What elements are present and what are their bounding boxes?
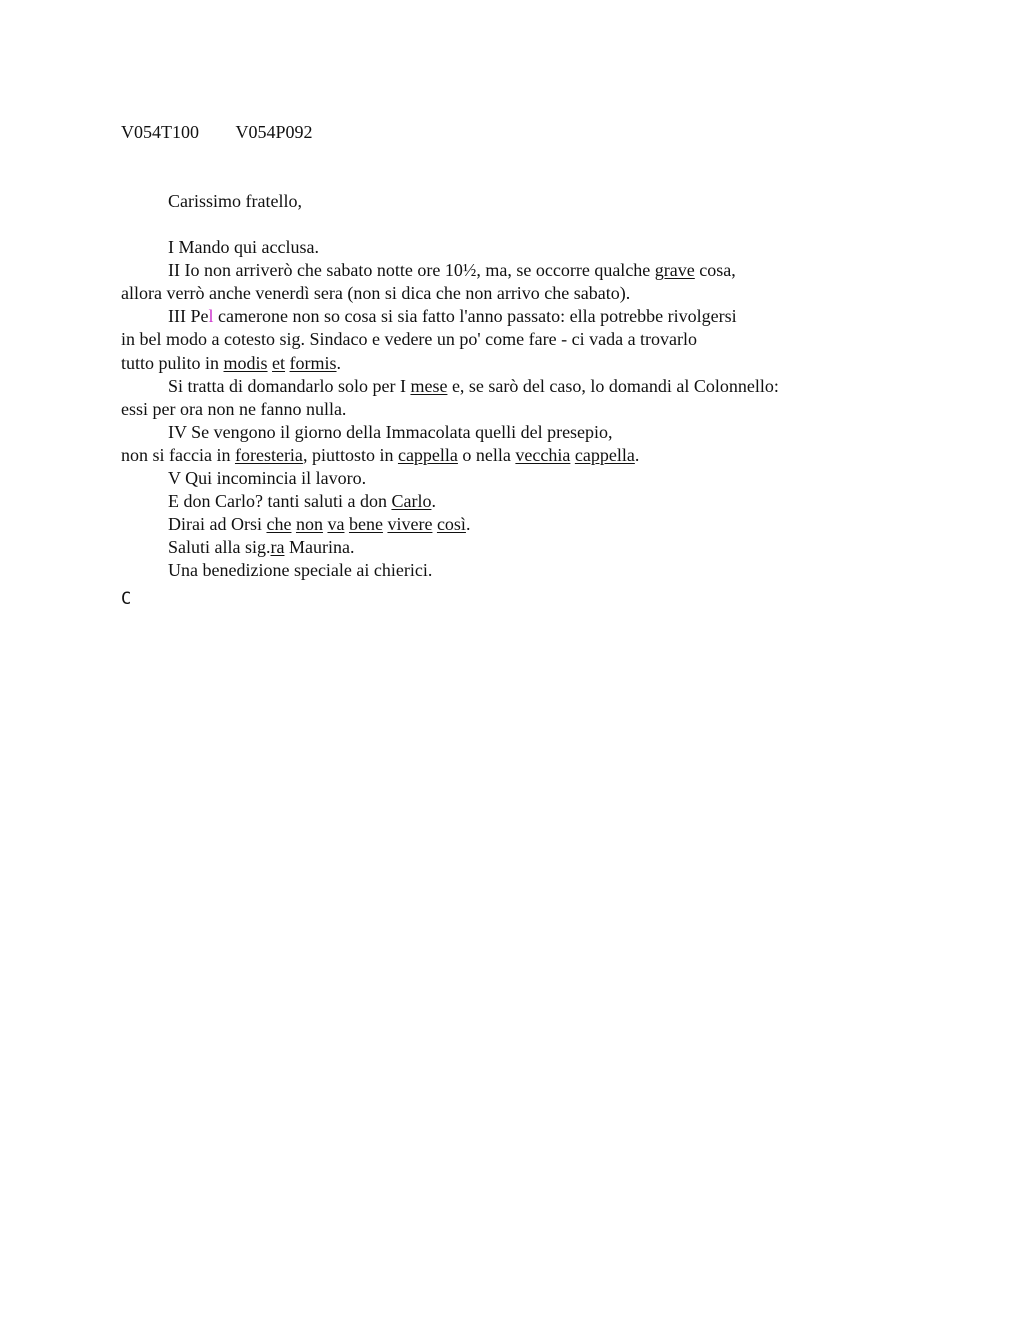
line-text: II Io non arriverò che sabato notte ore 10½, ma, se occorre qualche bbox=[168, 260, 655, 281]
highlighted-letter: l bbox=[208, 306, 214, 327]
line-text: Saluti alla sig. bbox=[168, 537, 271, 558]
volume-code: V054T100 bbox=[121, 122, 199, 142]
line-text: . bbox=[431, 491, 436, 512]
closing-mark: C bbox=[121, 589, 132, 609]
underlined-word: che bbox=[266, 514, 292, 535]
underlined-word: Carlo bbox=[391, 491, 432, 512]
letter-line bbox=[168, 375, 779, 398]
line-text: E don Carlo? tanti saluti a don bbox=[168, 491, 392, 512]
page-code: V054P092 bbox=[235, 122, 313, 142]
underlined-word: non bbox=[295, 514, 323, 535]
letter-line bbox=[168, 421, 613, 444]
line-text: Una benedizione speciale ai chierici. bbox=[168, 560, 433, 581]
underlined-word: formis bbox=[289, 352, 337, 373]
line-text: essi per ora non ne fanno nulla. bbox=[121, 398, 347, 419]
letter-line bbox=[168, 513, 470, 536]
underlined-word: cappella bbox=[574, 444, 635, 465]
underlined-word: et bbox=[272, 352, 286, 373]
underlined-word: bene bbox=[348, 514, 383, 535]
line-text: I Mando qui acclusa. bbox=[168, 237, 319, 257]
underlined-word: va bbox=[327, 514, 345, 535]
underlined-word: ra bbox=[270, 537, 285, 558]
letter-line bbox=[168, 559, 432, 582]
letter-line bbox=[121, 352, 341, 375]
line-text: Maurina. bbox=[284, 537, 355, 558]
line-text: non si faccia in bbox=[121, 444, 235, 465]
line-text: IV Se vengono il giorno della Immacolata quelli del presepio, bbox=[168, 421, 613, 442]
line-text: camerone non so cosa si sia fatto l'anno passato: ella potrebbe rivolgersi bbox=[213, 306, 737, 327]
underlined-word: mese bbox=[410, 375, 448, 396]
line-text: allora verrò anche venerdì sera (non si dica che non arrivo che sabato). bbox=[121, 283, 631, 304]
line-text: . bbox=[465, 514, 471, 535]
line-text: e, se sarò del caso, lo domandi al Colonnello: bbox=[447, 375, 779, 396]
line-text: III Pe bbox=[168, 306, 209, 327]
line-text: . bbox=[336, 352, 342, 373]
underlined-word: modis bbox=[223, 352, 268, 373]
line-text: . bbox=[634, 444, 640, 465]
letter-line bbox=[121, 328, 697, 351]
letter-line bbox=[121, 398, 346, 421]
line-text: Si tratta di domandarlo solo per I bbox=[168, 375, 411, 396]
letter-line bbox=[121, 282, 630, 305]
underlined-word: così bbox=[436, 514, 466, 535]
document-codes bbox=[121, 121, 313, 144]
line-text: tutto pulito in bbox=[121, 352, 224, 373]
line-text: , piuttosto in bbox=[302, 444, 398, 465]
line-text: cosa, bbox=[694, 260, 736, 281]
letter-line bbox=[168, 490, 436, 513]
underlined-word: cappella bbox=[397, 444, 458, 465]
letter-line bbox=[121, 444, 639, 467]
letter-line bbox=[168, 467, 366, 490]
salutation: Carissimo fratello, bbox=[168, 191, 302, 211]
underlined-word: grave bbox=[654, 260, 695, 281]
line-text: Dirai ad Orsi bbox=[168, 514, 267, 535]
underlined-word: foresteria bbox=[234, 444, 303, 465]
letter-line bbox=[168, 259, 736, 282]
letter-line bbox=[168, 536, 354, 559]
line-text: V Qui incomincia il lavoro. bbox=[168, 468, 367, 488]
letter-line bbox=[168, 236, 319, 259]
letter-line bbox=[168, 305, 737, 328]
underlined-word: vivere bbox=[387, 514, 433, 535]
line-text: in bel modo a cotesto sig. Sindaco e vedere un po' come fare - ci vada a trovarlo bbox=[121, 329, 698, 350]
underlined-word: vecchia bbox=[515, 444, 571, 465]
line-text: o nella bbox=[457, 444, 516, 465]
